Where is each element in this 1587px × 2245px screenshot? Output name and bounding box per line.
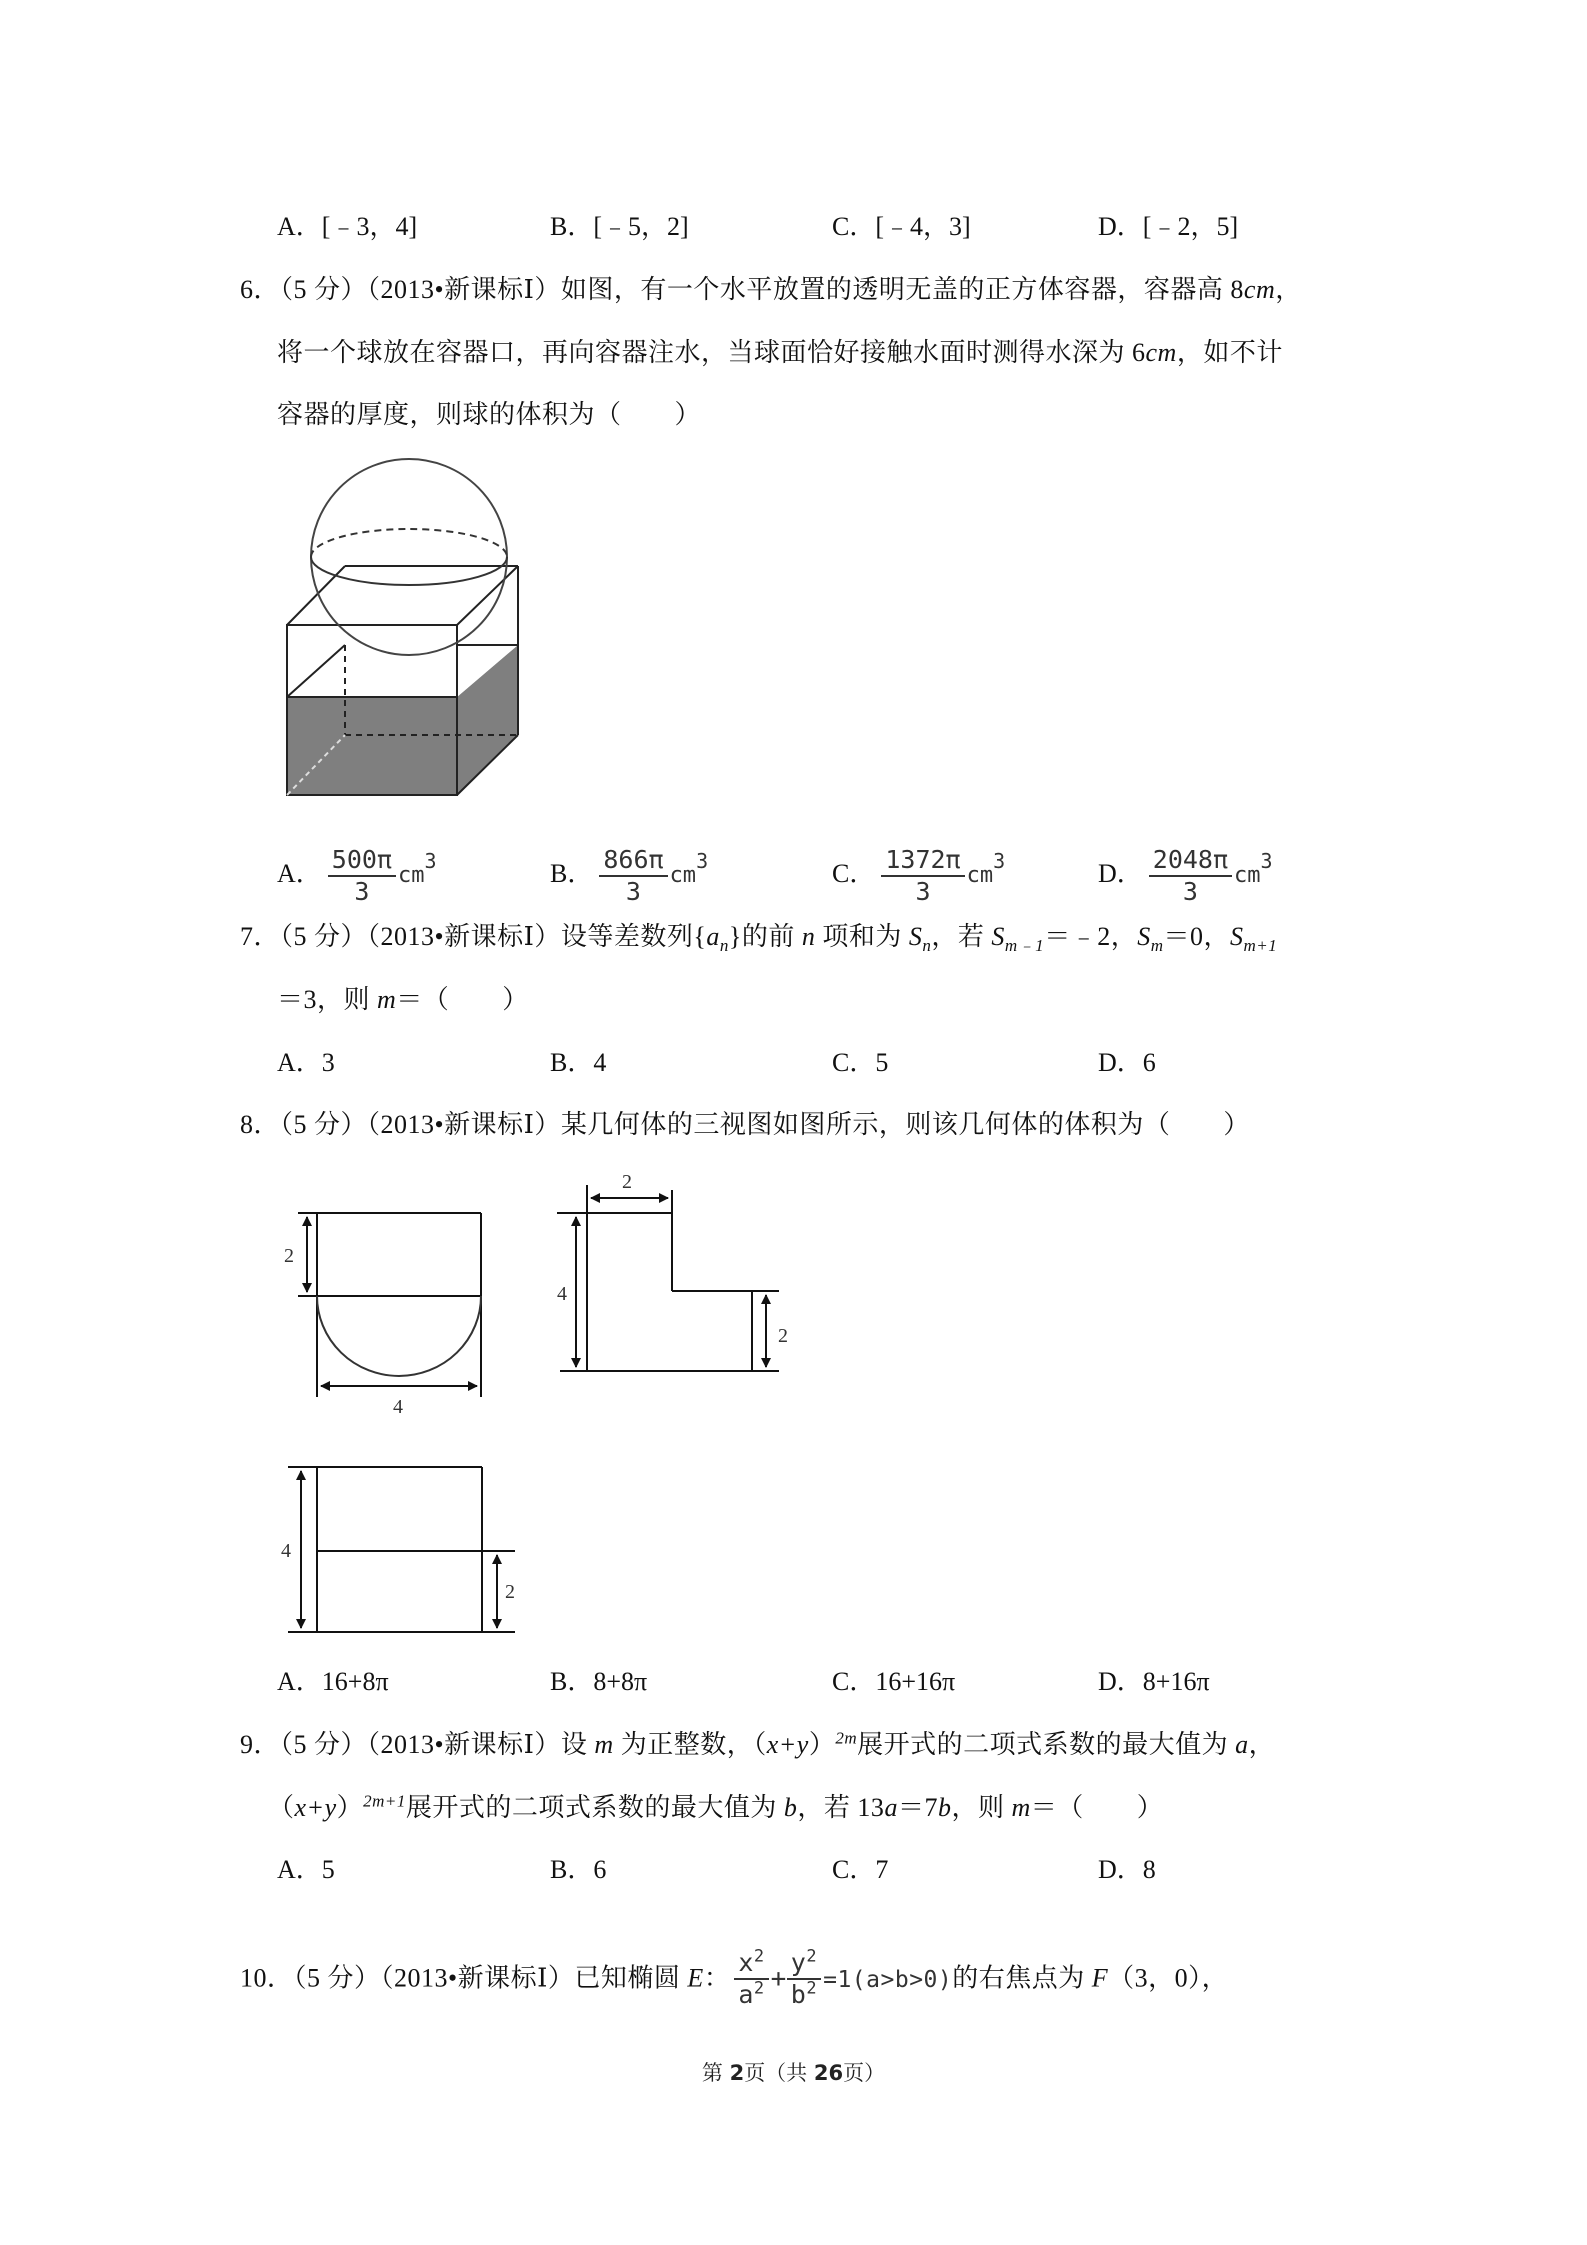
- exponent: 2: [753, 1978, 765, 1999]
- equation-rest: =1(a>b>0): [823, 1966, 953, 1993]
- exponent: 3: [424, 848, 437, 873]
- fraction: [881, 845, 964, 907]
- question-text: ，则: [951, 1793, 1012, 1822]
- denominator: [791, 1980, 817, 2010]
- math-sub: n: [922, 936, 932, 956]
- question-text: 展开式的二项式系数的最大值为: [857, 1730, 1236, 1759]
- q6-option-d: [1098, 845, 1273, 907]
- question-text: ）: [808, 1730, 836, 1759]
- question-text: 已知椭圆: [574, 1963, 688, 1993]
- option-text: [﹣4，3]: [875, 212, 971, 241]
- question-source: （2013•新课标Ⅰ）: [367, 922, 561, 951]
- math-var: b: [783, 1793, 798, 1822]
- option-label: D．: [1098, 1855, 1143, 1884]
- side-view: [557, 1185, 779, 1371]
- fraction: [599, 845, 667, 907]
- math-sub: n: [719, 936, 729, 956]
- q6-line-3: [277, 398, 701, 432]
- dim-label: 4: [557, 1283, 567, 1305]
- question-text: ＝3，则: [277, 985, 378, 1014]
- option-label: B．: [550, 1048, 594, 1077]
- option-label: A．: [277, 858, 322, 888]
- exponent: 2m+1: [363, 1791, 406, 1811]
- numerator: [787, 1948, 821, 1980]
- ellipse-equation: [730, 1946, 953, 2009]
- q7-option-c: [832, 1046, 888, 1080]
- option-text: [﹣5，2]: [593, 212, 689, 241]
- q7-option-a: [277, 1046, 335, 1080]
- var-b: b: [790, 1980, 807, 2009]
- option-text: 8+8π: [593, 1667, 648, 1696]
- question-text: 某几何体的三视图如图所示，则该几何体的体积为（ ）: [560, 1110, 1250, 1139]
- option-label: C．: [832, 1048, 876, 1077]
- option-label: D．: [1098, 1667, 1143, 1696]
- option-label: D．: [1098, 1048, 1143, 1077]
- math-var: a: [706, 922, 720, 951]
- option-label: D．: [1098, 212, 1143, 241]
- front-view: [298, 1213, 481, 1397]
- option-label: A．: [277, 1048, 322, 1077]
- exponent: 3: [993, 848, 1006, 873]
- option-text: 5: [875, 1048, 889, 1077]
- q9-line-2: [268, 1791, 1163, 1825]
- option-text: 16+16π: [875, 1667, 956, 1696]
- q7-line-1: [240, 920, 1277, 954]
- q6-option-c: [832, 845, 1005, 907]
- option-label: B．: [550, 212, 594, 241]
- question-text: 设: [560, 1730, 595, 1759]
- question-number: 8．: [240, 1110, 281, 1139]
- exponent: 3: [1260, 848, 1273, 873]
- question-source: （2013•新课标Ⅰ）: [367, 275, 561, 304]
- unit: [1234, 848, 1273, 888]
- numerator: 866π: [599, 845, 667, 877]
- footer-text: 页（共: [744, 2061, 814, 2085]
- denominator: [738, 1980, 764, 2010]
- page-footer: [0, 2057, 1587, 2087]
- question-text: ＝（ ）: [396, 985, 529, 1014]
- math-var: m: [594, 1730, 614, 1759]
- q8-line-1: [240, 1108, 1250, 1142]
- q5-option-b: [550, 210, 689, 244]
- dim-label: 2: [622, 1171, 632, 1193]
- question-text: ＝（ ）: [1030, 1793, 1164, 1822]
- exponent: 2: [806, 1946, 818, 1967]
- footer-text: 页）: [843, 2061, 886, 2085]
- question-source: （2013•新课标Ⅰ）: [367, 1110, 561, 1139]
- q5-option-c: [832, 210, 971, 244]
- question-text: ，: [1248, 1730, 1276, 1759]
- math-sub: m+1: [1243, 936, 1278, 956]
- option-label: A．: [277, 212, 322, 241]
- question-text: ）: [336, 1793, 364, 1822]
- q5-option-d: [1098, 210, 1238, 244]
- var-x: x: [738, 1948, 754, 1977]
- var-y: y: [790, 1948, 807, 1977]
- question-number: 7．: [240, 922, 281, 951]
- q9-option-c: [832, 1853, 888, 1887]
- math-var: F: [1091, 1963, 1109, 1993]
- unit-text: cm: [1243, 275, 1276, 304]
- unit-text: cm: [1234, 863, 1261, 888]
- question-text: }的前: [728, 922, 802, 951]
- option-text: 7: [875, 1855, 889, 1884]
- option-label: B．: [550, 858, 594, 888]
- math-var: m: [377, 985, 397, 1014]
- option-label: C．: [832, 1855, 876, 1884]
- punct: ，: [1275, 275, 1302, 304]
- fraction: [1149, 845, 1232, 907]
- question-text: 的右焦点为: [952, 1963, 1092, 1993]
- math-var: S: [908, 922, 923, 951]
- q5-option-a: [277, 210, 417, 244]
- math-expr: x+y: [766, 1730, 809, 1759]
- plus-sign: +: [770, 1963, 787, 1994]
- q7-option-b: [550, 1046, 606, 1080]
- question-text: 设等差数列{: [560, 922, 707, 951]
- question-text: ，如不计: [1176, 338, 1283, 367]
- numerator: 1372π: [881, 845, 964, 877]
- exponent: 3: [696, 848, 709, 873]
- q9-line-1: [240, 1728, 1275, 1762]
- q9-option-d: [1098, 1853, 1156, 1887]
- question-number: 10．: [240, 1963, 294, 1993]
- option-text: 8: [1142, 1855, 1156, 1884]
- dim-label: 2: [284, 1245, 294, 1267]
- unit: [669, 848, 709, 888]
- q6-option-b: [550, 845, 708, 907]
- fraction-x: [734, 1948, 768, 2010]
- math-var: m: [1011, 1793, 1031, 1822]
- unit: [398, 848, 437, 888]
- question-text: （3，0），: [1108, 1963, 1229, 1993]
- option-text: [﹣2，5]: [1142, 212, 1239, 241]
- numerator: 500π: [328, 845, 396, 877]
- option-label: B．: [550, 1855, 594, 1884]
- question-number: 6．: [240, 275, 281, 304]
- question-text: ＝7: [897, 1793, 938, 1822]
- dim-label: 2: [505, 1581, 515, 1603]
- math-var: E: [687, 1963, 704, 1993]
- fraction: [328, 845, 396, 907]
- question-source: （2013•新课标Ⅰ）: [380, 1963, 575, 1993]
- q6-line-1: [240, 273, 1302, 307]
- math-expr: x+y: [294, 1793, 337, 1822]
- denominator: 3: [1182, 877, 1198, 906]
- option-text: 4: [593, 1048, 607, 1077]
- option-label: D．: [1098, 858, 1143, 888]
- q6-line-2: [277, 336, 1283, 370]
- q8-option-a: [277, 1665, 389, 1699]
- question-text: ，若: [931, 922, 992, 951]
- question-text: ＝﹣2，: [1044, 922, 1138, 951]
- option-text: 6: [593, 1855, 607, 1884]
- denominator: 3: [354, 877, 370, 906]
- q8-option-b: [550, 1665, 647, 1699]
- math-var: S: [1137, 922, 1151, 951]
- option-label: C．: [832, 1667, 876, 1696]
- footer-text: 第: [701, 2061, 730, 2085]
- question-score: （5 分）: [280, 1110, 368, 1139]
- option-label: B．: [550, 1667, 594, 1696]
- exponent: 2m: [835, 1728, 858, 1748]
- question-text: ，若 13: [797, 1793, 885, 1822]
- question-text: ：: [703, 1963, 731, 1993]
- math-var: a: [884, 1793, 898, 1822]
- option-text: [﹣3，4]: [321, 212, 418, 241]
- q6-option-a: [277, 845, 437, 907]
- question-text: 将一个球放在容器口，再向容器注水，当球面恰好接触水面时测得水深为 6: [277, 338, 1146, 367]
- dim-label: 4: [393, 1396, 403, 1418]
- option-text: 6: [1142, 1048, 1156, 1077]
- question-score: （5 分）: [280, 1730, 368, 1759]
- option-label: C．: [832, 212, 876, 241]
- question-score: （5 分）: [293, 1963, 381, 1993]
- top-view: [288, 1467, 515, 1632]
- exponent: 2: [806, 1978, 818, 1999]
- numerator: [734, 1948, 768, 1980]
- denominator: 3: [915, 877, 931, 906]
- question-text: 容器的厚度，则球的体积为（ ）: [277, 400, 702, 429]
- option-label: A．: [277, 1667, 322, 1696]
- q7-line-2: [277, 983, 529, 1017]
- question-text: 如图，有一个水平放置的透明无盖的正方体容器，容器高 8: [560, 275, 1244, 304]
- exponent: 2: [753, 1946, 765, 1967]
- unit-text: cm: [398, 863, 425, 888]
- dim-label: 2: [778, 1325, 788, 1347]
- total-pages: 26: [813, 2061, 844, 2085]
- q9-option-b: [550, 1853, 606, 1887]
- fraction-y: [787, 1948, 821, 2010]
- option-label: A．: [277, 1855, 322, 1884]
- question-number: 9．: [240, 1730, 281, 1759]
- q9-option-a: [277, 1853, 335, 1887]
- math-sub: m: [1150, 936, 1164, 956]
- numerator: 2048π: [1149, 845, 1232, 877]
- q8-option-c: [832, 1665, 955, 1699]
- q8-option-d: [1098, 1665, 1210, 1699]
- math-sub: m﹣1: [1004, 936, 1045, 956]
- option-text: 3: [321, 1048, 335, 1077]
- unit-text: cm: [669, 863, 697, 888]
- unit-text: cm: [1145, 338, 1177, 367]
- question-text: 展开式的二项式系数的最大值为: [405, 1793, 784, 1822]
- question-text: （: [268, 1793, 295, 1822]
- math-var: S: [1230, 922, 1244, 951]
- math-var: S: [991, 922, 1005, 951]
- q7-option-d: [1098, 1046, 1156, 1080]
- question-score: （5 分）: [280, 275, 368, 304]
- denominator: 3: [625, 877, 641, 906]
- question-text: 为正整数，（: [613, 1730, 767, 1759]
- option-text: 5: [321, 1855, 335, 1884]
- unit-text: cm: [966, 863, 994, 888]
- q10-line-1: [240, 1948, 1228, 2010]
- math-var: b: [937, 1793, 952, 1822]
- question-text: 项和为: [815, 922, 909, 951]
- option-text: 8+16π: [1142, 1667, 1210, 1696]
- option-label: C．: [832, 858, 876, 888]
- var-a: a: [738, 1980, 754, 2009]
- math-var: a: [1235, 1730, 1249, 1759]
- question-score: （5 分）: [280, 922, 368, 951]
- unit: [966, 848, 1006, 888]
- dim-label: 4: [281, 1540, 291, 1562]
- math-var: n: [801, 922, 816, 951]
- question-text: ＝0，: [1163, 922, 1230, 951]
- current-page: 2: [729, 2061, 745, 2085]
- option-text: 16+8π: [321, 1667, 389, 1696]
- question-source: （2013•新课标Ⅰ）: [367, 1730, 561, 1759]
